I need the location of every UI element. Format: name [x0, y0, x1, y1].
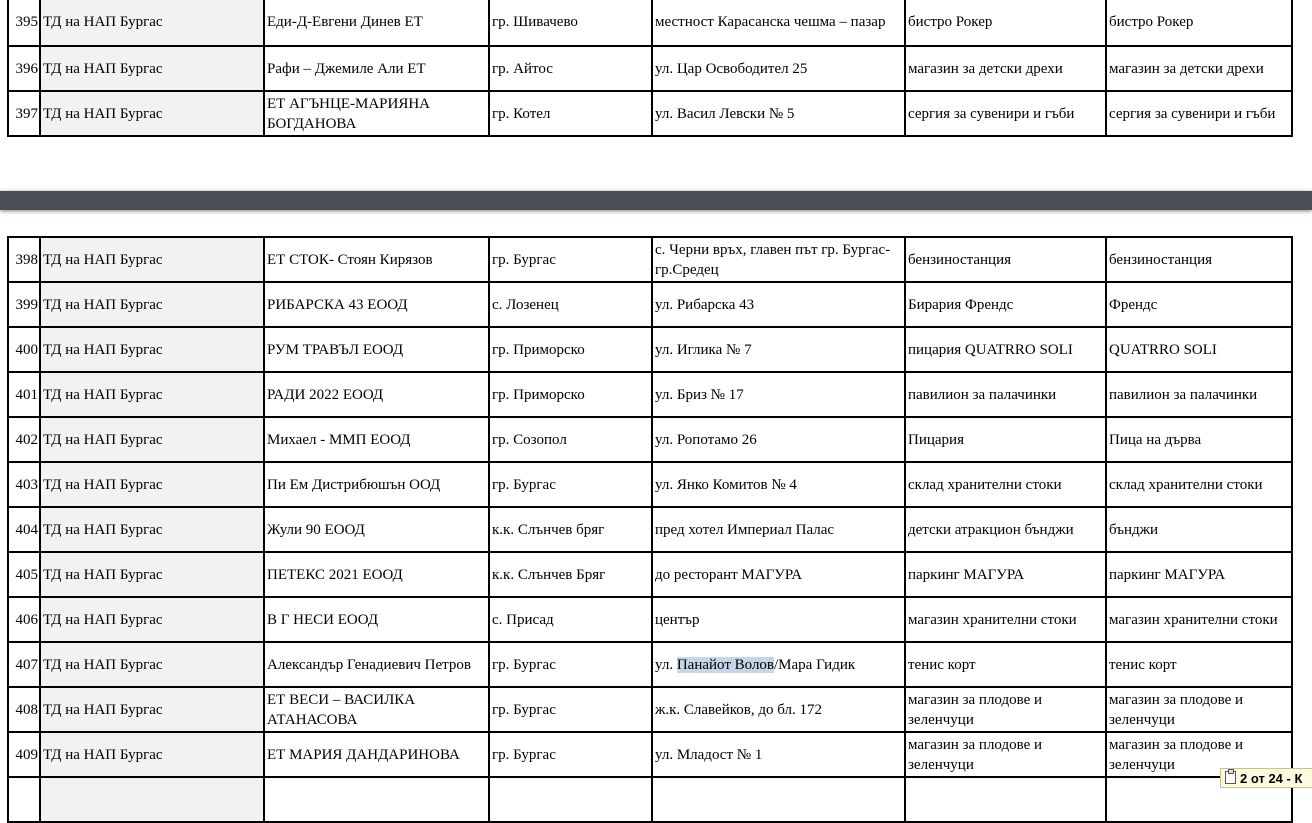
cell-type: паркинг МАГУРА	[905, 552, 1106, 597]
cell-type	[905, 777, 1106, 822]
table-row	[8, 372, 1292, 417]
table-row	[8, 91, 1292, 136]
cell-object: склад хранителни стоки	[1106, 462, 1292, 507]
cell-address	[652, 777, 905, 822]
cell-address: ул. Панайот Волов/Мара Гидик	[652, 642, 905, 687]
cell-object: бистро Рокер	[1106, 0, 1292, 46]
cell-city: гр. Бургас	[489, 462, 652, 507]
cell-office: ТД на НАП Бургас	[40, 0, 264, 46]
cell-num: 400	[8, 327, 40, 372]
cell-object: магазин за плодове и зеленчуци	[1106, 732, 1292, 777]
cell-address: ж.к. Славейков, до бл. 172	[652, 687, 905, 732]
cell-object: магазин за плодове и зеленчуци	[1106, 687, 1292, 732]
cell-object: магазин за детски дрехи	[1106, 46, 1292, 91]
cell-city	[489, 777, 652, 822]
registry-table-page-1	[7, 0, 1293, 137]
cell-type: детски атракцион бънджи	[905, 507, 1106, 552]
cell-type: магазин за плодове и зеленчуци	[905, 687, 1106, 732]
cell-office	[40, 777, 264, 822]
cell-name: ПЕТЕКС 2021 ЕООД	[264, 552, 489, 597]
table-row	[8, 552, 1292, 597]
cell-address: местност Карасанска чешма – пазар	[652, 0, 905, 46]
cell-address: ул. Ропотамо 26	[652, 417, 905, 462]
cell-object: магазин хранителни стоки	[1106, 597, 1292, 642]
cell-office: ТД на НАП Бургас	[40, 91, 264, 136]
cell-num	[8, 777, 40, 822]
cell-type: склад хранителни стоки	[905, 462, 1106, 507]
cell-city: гр. Шивачево	[489, 0, 652, 46]
cell-type: сергия за сувенири и гъби	[905, 91, 1106, 136]
cell-type: тенис корт	[905, 642, 1106, 687]
table-row	[8, 417, 1292, 462]
cell-name: Михаел - ММП ЕООД	[264, 417, 489, 462]
table-row	[8, 46, 1292, 91]
cell-address: ул. Васил Левски № 5	[652, 91, 905, 136]
cell-name: ЕТ ВЕСИ – ВАСИЛКА АТАНАСОВА	[264, 687, 489, 732]
cell-type: магазин за плодове и зеленчуци	[905, 732, 1106, 777]
cell-num: 398	[8, 237, 40, 282]
cell-office: ТД на НАП Бургас	[40, 282, 264, 327]
table-row	[8, 327, 1292, 372]
cell-name: РУМ ТРАВЪЛ ЕООД	[264, 327, 489, 372]
cell-type: пицария QUATRRO SOLI	[905, 327, 1106, 372]
cell-address: център	[652, 597, 905, 642]
cell-name: Александър Генадиевич Петров	[264, 642, 489, 687]
cell-office: ТД на НАП Бургас	[40, 597, 264, 642]
cell-type: бензиностанция	[905, 237, 1106, 282]
cell-city: гр. Бургас	[489, 237, 652, 282]
table-row	[8, 732, 1292, 777]
cell-office: ТД на НАП Бургас	[40, 642, 264, 687]
cell-address: ул. Иглика № 7	[652, 327, 905, 372]
cell-city: гр. Приморско	[489, 327, 652, 372]
cell-num: 399	[8, 282, 40, 327]
cell-office: ТД на НАП Бургас	[40, 552, 264, 597]
cell-city: с. Присад	[489, 597, 652, 642]
cell-num: 397	[8, 91, 40, 136]
cell-city: гр. Приморско	[489, 372, 652, 417]
cell-num: 395	[8, 0, 40, 46]
table-row	[8, 597, 1292, 642]
cell-object: сергия за сувенири и гъби	[1106, 91, 1292, 136]
cell-office: ТД на НАП Бургас	[40, 687, 264, 732]
cell-object: Пица на дърва	[1106, 417, 1292, 462]
cell-name: Жули 90 ЕООД	[264, 507, 489, 552]
registry-table-page-2	[7, 236, 1293, 823]
cell-num: 403	[8, 462, 40, 507]
cell-name: В Г НЕСИ ЕООД	[264, 597, 489, 642]
cell-num: 406	[8, 597, 40, 642]
cell-address: с. Черни връх, главен път гр. Бургас- гр.Средец	[652, 237, 905, 282]
table-row	[8, 687, 1292, 732]
clipboard-icon	[1225, 771, 1236, 784]
page-indicator-text: 2 от 24 - К	[1240, 771, 1303, 786]
cell-address: ул. Цар Освободител 25	[652, 46, 905, 91]
cell-object: тенис корт	[1106, 642, 1292, 687]
cell-city: гр. Бургас	[489, 687, 652, 732]
cell-city: с. Лозенец	[489, 282, 652, 327]
cell-num: 401	[8, 372, 40, 417]
cell-city: гр. Бургас	[489, 732, 652, 777]
cell-name: Пи Ем Дистрибюшън ООД	[264, 462, 489, 507]
cell-name: ЕТ МАРИЯ ДАНДАРИНОВА	[264, 732, 489, 777]
cell-type: бистро Рокер	[905, 0, 1106, 46]
cell-office: ТД на НАП Бургас	[40, 46, 264, 91]
cell-object: бензиностанция	[1106, 237, 1292, 282]
table-row	[8, 237, 1292, 282]
cell-num: 396	[8, 46, 40, 91]
cell-office: ТД на НАП Бургас	[40, 417, 264, 462]
cell-name	[264, 777, 489, 822]
table-row	[8, 0, 1292, 46]
cell-name: ЕТ АГЪНЦЕ-МАРИЯНА БОГДАНОВА	[264, 91, 489, 136]
table-row	[8, 777, 1292, 822]
selected-text[interactable]: Панайот Волов	[676, 656, 775, 673]
cell-address: до ресторант МАГУРА	[652, 552, 905, 597]
cell-address: ул. Янко Комитов № 4	[652, 462, 905, 507]
cell-object: паркинг МАГУРА	[1106, 552, 1292, 597]
cell-office: ТД на НАП Бургас	[40, 462, 264, 507]
cell-type: Пицария	[905, 417, 1106, 462]
page-indicator[interactable]	[1220, 768, 1312, 788]
table-row	[8, 282, 1292, 327]
cell-num: 404	[8, 507, 40, 552]
cell-name: ЕТ СТОК- Стоян Кирязов	[264, 237, 489, 282]
cell-type: магазин хранителни стоки	[905, 597, 1106, 642]
cell-type: Бирария Френдс	[905, 282, 1106, 327]
cell-num: 402	[8, 417, 40, 462]
cell-city: гр. Айтос	[489, 46, 652, 91]
cell-num: 405	[8, 552, 40, 597]
cell-city: гр. Котел	[489, 91, 652, 136]
cell-type: магазин за детски дрехи	[905, 46, 1106, 91]
cell-city: гр. Бургас	[489, 642, 652, 687]
cell-type: павилион за палачинки	[905, 372, 1106, 417]
cell-address: ул. Бриз № 17	[652, 372, 905, 417]
table-row	[8, 462, 1292, 507]
cell-city: к.к. Слънчев Бряг	[489, 552, 652, 597]
cell-name: Еди-Д-Евгени Динев ЕТ	[264, 0, 489, 46]
cell-name: РАДИ 2022 ЕООД	[264, 372, 489, 417]
cell-object: павилион за палачинки	[1106, 372, 1292, 417]
cell-object: Френдс	[1106, 282, 1292, 327]
cell-object: бънджи	[1106, 507, 1292, 552]
cell-object: QUATRRO SOLI	[1106, 327, 1292, 372]
cell-address: пред хотел Империал Палас	[652, 507, 905, 552]
cell-address: ул. Рибарска 43	[652, 282, 905, 327]
cell-office: ТД на НАП Бургас	[40, 327, 264, 372]
cell-office: ТД на НАП Бургас	[40, 237, 264, 282]
cell-name: Рафи – Джемиле Али ЕТ	[264, 46, 489, 91]
page-break-gap	[0, 191, 1312, 210]
cell-city: гр. Созопол	[489, 417, 652, 462]
table-row	[8, 642, 1292, 687]
cell-num: 408	[8, 687, 40, 732]
cell-num: 409	[8, 732, 40, 777]
cell-office: ТД на НАП Бургас	[40, 732, 264, 777]
cell-office: ТД на НАП Бургас	[40, 372, 264, 417]
cell-address: ул. Младост № 1	[652, 732, 905, 777]
cell-city: к.к. Слънчев бряг	[489, 507, 652, 552]
table-row	[8, 507, 1292, 552]
cell-name: РИБАРСКА 43 ЕООД	[264, 282, 489, 327]
cell-num: 407	[8, 642, 40, 687]
cell-office: ТД на НАП Бургас	[40, 507, 264, 552]
